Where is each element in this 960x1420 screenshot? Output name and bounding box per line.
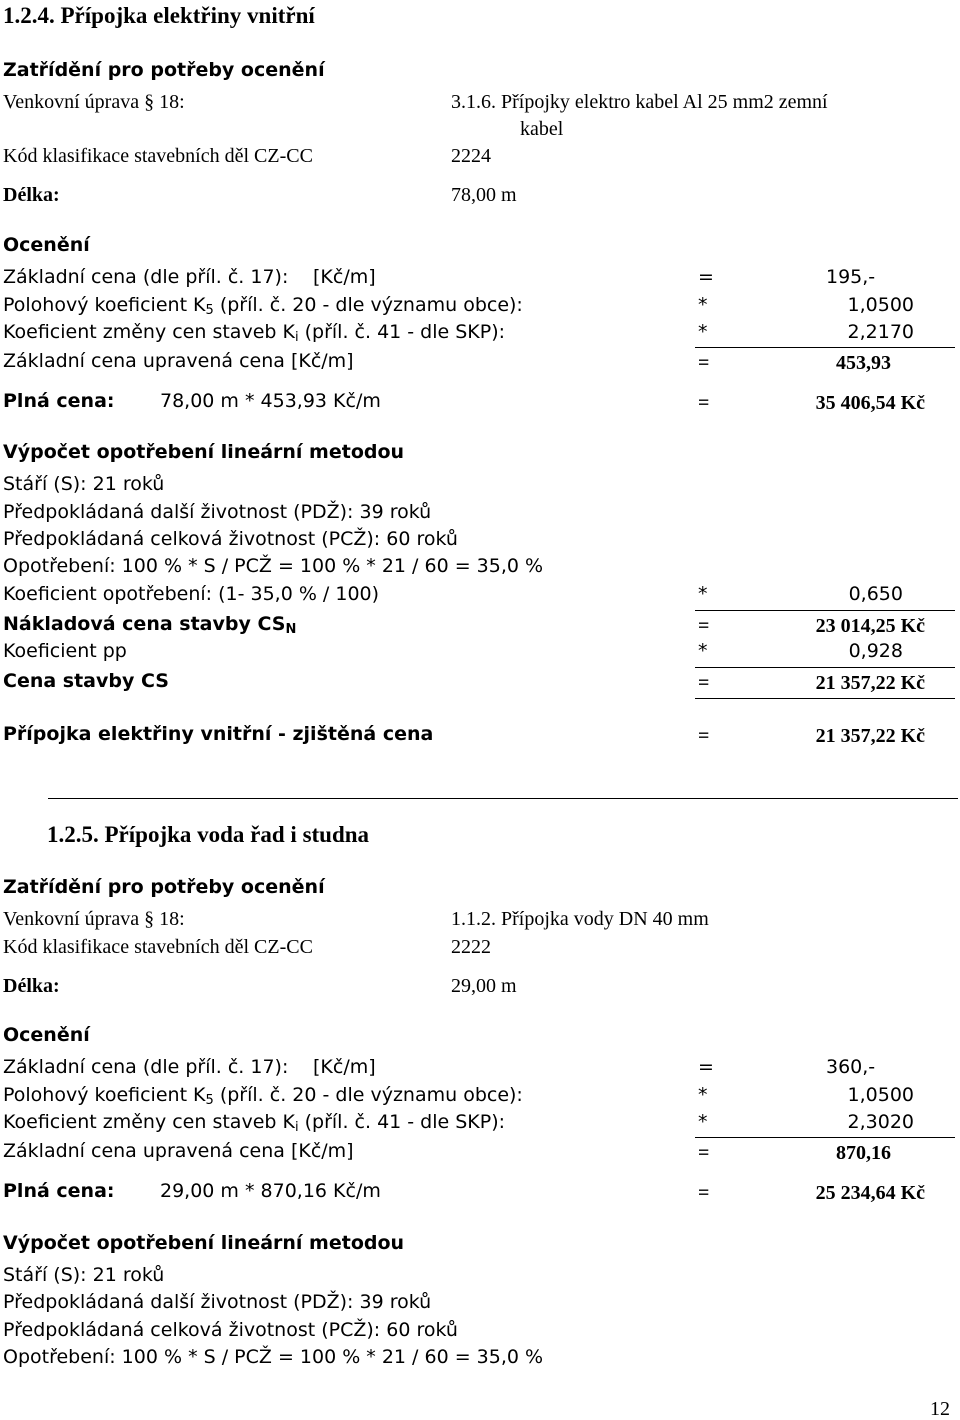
base-price-value: 195,- xyxy=(826,266,876,288)
subtotal-rule xyxy=(695,347,955,348)
full-price-label: Plná cena: xyxy=(3,390,115,412)
outdoor-label: Venkovní úprava § 18: xyxy=(3,908,185,930)
section-heading-1-2-5: 1.2.5. Přípojka voda řad i studna xyxy=(47,822,370,847)
k5-operator: * xyxy=(698,294,708,316)
total-life-text: Předpokládaná celková životnost (PCŽ): 60 roků xyxy=(3,1319,458,1341)
ki-operator: * xyxy=(698,1111,708,1133)
adjusted-price-value: 870,16 xyxy=(836,1142,891,1164)
result-value: 21 357,22 Kč xyxy=(815,725,925,747)
wear-calculation-text: Opotřebení: 100 % * S / PCŽ = 100 % * 21 / 60 = 35,0 % xyxy=(3,1346,544,1368)
remaining-life-text: Předpokládaná další životnost (PDŽ): 39 roků xyxy=(3,501,432,523)
ki-subscript: i xyxy=(294,1120,299,1135)
section-divider xyxy=(48,798,958,799)
remaining-life-text: Předpokládaná další životnost (PDŽ): 39 roků xyxy=(3,1291,432,1313)
outdoor-value: 1.1.2. Přípojka vody DN 40 mm xyxy=(451,908,709,930)
building-price-operator: = xyxy=(698,672,710,694)
code-label: Kód klasifikace stavebních děl CZ-CC xyxy=(3,145,313,167)
length-value: 29,00 m xyxy=(451,975,517,997)
result-operator: = xyxy=(698,725,710,747)
cost-price-label xyxy=(3,613,297,637)
k5-value: 1,0500 xyxy=(847,294,914,316)
base-price-label: Základní cena (dle příl. č. 17): xyxy=(3,266,289,288)
full-price-operator: = xyxy=(698,1182,710,1204)
building-price-rule xyxy=(695,698,955,699)
cost-price-subscript: N xyxy=(285,622,297,637)
k5-operator: * xyxy=(698,1084,708,1106)
wear-calculation-title: Výpočet opotřebení lineární metodou xyxy=(3,1232,405,1254)
adjusted-price-value: 453,93 xyxy=(836,352,891,374)
adjusted-price-label: Základní cena upravená cena [Kč/m] xyxy=(3,350,354,372)
ki-label-text: Koeficient změny cen staveb K xyxy=(3,321,295,343)
ki-subscript: i xyxy=(294,330,299,345)
adjusted-price-operator: = xyxy=(698,352,710,374)
building-price-value: 21 357,22 Kč xyxy=(815,672,925,694)
code-label: Kód klasifikace stavebních děl CZ-CC xyxy=(3,936,313,958)
full-price-operator: = xyxy=(698,392,710,414)
adjusted-price-operator: = xyxy=(698,1142,710,1164)
valuation-title: Ocenění xyxy=(3,1024,90,1046)
code-value: 2222 xyxy=(451,936,491,958)
pp-coefficient-label: Koeficient pp xyxy=(3,640,127,662)
k5-subscript: 5 xyxy=(205,1093,214,1108)
k5-label-text: Polohový koeficient K xyxy=(3,294,206,316)
k5-label-rest: (příl. č. 20 - dle významu obce): xyxy=(213,1084,523,1106)
cost-price-value: 23 014,25 Kč xyxy=(815,615,925,637)
valuation-title: Ocenění xyxy=(3,234,90,256)
building-price-label: Cena stavby CS xyxy=(3,670,169,692)
full-price-label: Plná cena: xyxy=(3,1180,115,1202)
full-price-value: 25 234,64 Kč xyxy=(815,1182,925,1204)
outdoor-label: Venkovní úprava § 18: xyxy=(3,91,185,113)
length-label: Délka: xyxy=(3,184,60,206)
subtotal-rule xyxy=(695,1137,955,1138)
ki-value: 2,2170 xyxy=(847,321,914,343)
k5-label-text: Polohový koeficient K xyxy=(3,1084,206,1106)
ki-label-rest: (příl. č. 41 - dle SKP): xyxy=(298,1111,506,1133)
cost-price-text: Nákladová cena stavby CS xyxy=(3,613,286,635)
length-label: Délka: xyxy=(3,975,60,997)
k5-label-rest: (příl. č. 20 - dle významu obce): xyxy=(213,294,523,316)
base-price-operator: = xyxy=(698,266,714,288)
wear-calculation-title: Výpočet opotřebení lineární metodou xyxy=(3,441,405,463)
wear-coefficient-operator: * xyxy=(698,583,708,605)
k5-coefficient-label xyxy=(3,294,523,318)
cost-price-operator: = xyxy=(698,615,710,637)
k5-value: 1,0500 xyxy=(847,1084,914,1106)
full-price-formula: 29,00 m * 870,16 Kč/m xyxy=(160,1180,381,1202)
pp-coefficient-value: 0,928 xyxy=(848,640,903,662)
pp-coefficient-operator: * xyxy=(698,640,708,662)
page-number: 12 xyxy=(930,1398,950,1420)
total-life-text: Předpokládaná celková životnost (PCŽ): 60 roků xyxy=(3,528,458,550)
adjusted-price-label: Základní cena upravená cena [Kč/m] xyxy=(3,1140,354,1162)
ki-label-rest: (příl. č. 41 - dle SKP): xyxy=(298,321,506,343)
code-value: 2224 xyxy=(451,145,491,167)
length-value: 78,00 m xyxy=(451,184,517,206)
k5-subscript: 5 xyxy=(205,303,214,318)
k5-coefficient-label xyxy=(3,1084,523,1108)
ki-label-text: Koeficient změny cen staveb K xyxy=(3,1111,295,1133)
section-heading-1-2-4: 1.2.4. Přípojka elektřiny vnitřní xyxy=(3,3,315,28)
pp-rule xyxy=(695,667,955,668)
outdoor-value: 3.1.6. Přípojky elektro kabel Al 25 mm2 zemní xyxy=(451,91,828,113)
wear-calculation-text: Opotřebení: 100 % * S / PCŽ = 100 % * 21 / 60 = 35,0 % xyxy=(3,555,544,577)
classification-title: Zatřídění pro potřeby ocenění xyxy=(3,876,325,898)
ki-coefficient-label xyxy=(3,321,506,345)
wear-coefficient-value: 0,650 xyxy=(848,583,903,605)
base-price-operator: = xyxy=(698,1056,714,1078)
age-text: Stáří (S): 21 roků xyxy=(3,473,165,495)
ki-operator: * xyxy=(698,321,708,343)
result-label: Přípojka elektřiny vnitřní - zjištěná cena xyxy=(3,723,434,745)
wear-rule xyxy=(695,610,955,611)
full-price-formula: 78,00 m * 453,93 Kč/m xyxy=(160,390,381,412)
outdoor-value-continued: kabel xyxy=(520,118,564,140)
ki-value: 2,3020 xyxy=(847,1111,914,1133)
base-price-value: 360,- xyxy=(826,1056,876,1078)
ki-coefficient-label xyxy=(3,1111,506,1135)
classification-title: Zatřídění pro potřeby ocenění xyxy=(3,59,325,81)
base-price-unit: [Kč/m] xyxy=(313,266,376,288)
base-price-label: Základní cena (dle příl. č. 17): xyxy=(3,1056,289,1078)
wear-coefficient-label: Koeficient opotřebení: (1- 35,0 % / 100) xyxy=(3,583,380,605)
base-price-unit: [Kč/m] xyxy=(313,1056,376,1078)
age-text: Stáří (S): 21 roků xyxy=(3,1264,165,1286)
full-price-value: 35 406,54 Kč xyxy=(815,392,925,414)
